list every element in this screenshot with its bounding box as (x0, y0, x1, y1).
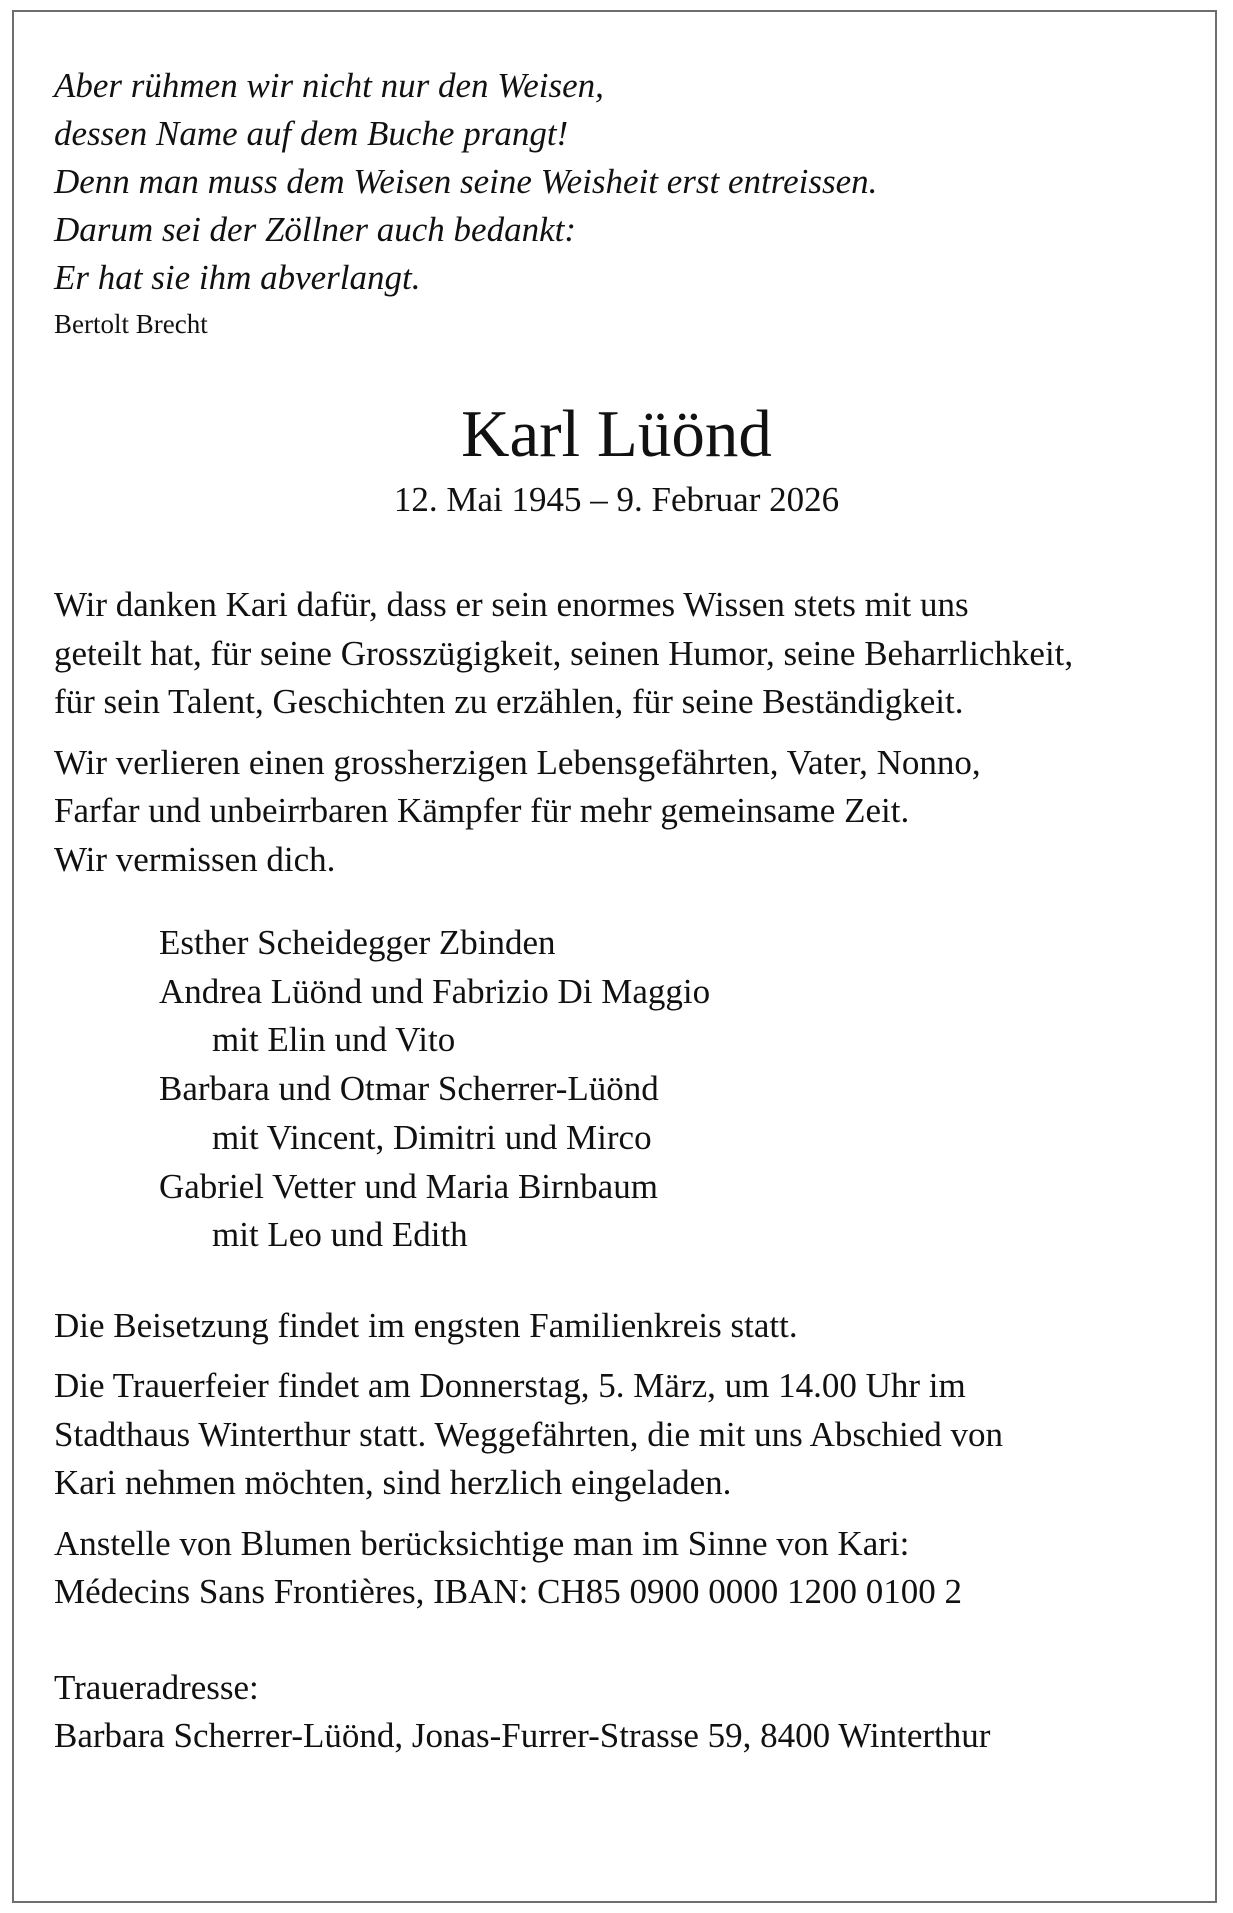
iban-line: Médecins Sans Frontières, IBAN: CH85 0900 0000 1200 0100 2 (54, 1572, 963, 1612)
poem-line: Denn man muss dem Weisen seine Weisheit erst entreissen. (54, 162, 878, 201)
text-line: Wir vermissen dich. (54, 839, 336, 879)
poem-line: Darum sei der Zöllner auch bedankt: (54, 210, 577, 249)
mourner-entry: Barbara und Otmar Scherrer-Lüönd (159, 1069, 659, 1109)
text-line: Anstelle von Blumen berücksichtige man im Sinne von Kari: (54, 1523, 910, 1563)
text-line: Die Beisetzung findet im engsten Familienkreis statt. (54, 1305, 798, 1345)
mourning-address (54, 1664, 1184, 1761)
poem-line: Aber rühmen wir nicht nur den Weisen, (54, 66, 604, 105)
mourner-children: mit Vincent, Dimitri und Mirco (212, 1117, 652, 1157)
text-line: geteilt hat, für seine Grosszügigkeit, seinen Humor, seine Beharrlichkeit, (54, 633, 1074, 673)
poem-line: Er hat sie ihm abverlangt. (54, 258, 421, 297)
text-line: Farfar und unbeirrbaren Kämpfer für mehr gemeinsame Zeit. (54, 791, 910, 830)
mourner-entry: Esther Scheidegger Zbinden (159, 923, 556, 962)
tribute-paragraph-thanks (54, 581, 1184, 727)
text-line: Die Trauerfeier findet am Donnerstag, 5. März, um 14.00 Uhr im (54, 1366, 966, 1406)
donation-notice (54, 1520, 1184, 1617)
text-line: für sein Talent, Geschichten zu erzählen, für seine Beständigkeit. (54, 682, 964, 721)
address-line: Barbara Scherrer-Lüönd, Jonas-Furrer-Strasse 59, 8400 Winterthur (54, 1716, 991, 1756)
text-line: Wir verlieren einen grossherzigen Lebensgefährten, Vater, Nonno, (54, 742, 981, 782)
deceased-name: Karl Lüönd (461, 397, 772, 471)
mourner-children: mit Leo und Edith (212, 1215, 468, 1255)
mourner-entry: Andrea Lüönd und Fabrizio Di Maggio (159, 971, 711, 1011)
poem-quote (54, 62, 1184, 302)
burial-notice (54, 1302, 1184, 1351)
text-line: Kari nehmen möchten, sind herzlich eingeladen. (54, 1463, 732, 1503)
address-label: Traueradresse: (54, 1667, 259, 1707)
mourners-list (54, 919, 1184, 1260)
text-line: Wir danken Kari dafür, dass er sein enormes Wissen stets mit uns (54, 585, 969, 624)
obituary-notice (54, 62, 1184, 1761)
tribute-paragraph-loss (54, 739, 1184, 885)
poem-line: dessen Name auf dem Buche prangt! (54, 114, 569, 153)
text-line: Stadthaus Winterthur statt. Weggefährten, die mit uns Abschied von (54, 1414, 1004, 1454)
ceremony-notice (54, 1362, 1184, 1508)
life-dates: 12. Mai 1945 – 9. Februar 2026 (393, 480, 840, 519)
mourner-entry: Gabriel Vetter und Maria Birnbaum (159, 1166, 658, 1206)
poem-author: Bertolt Brecht (54, 309, 208, 339)
mourner-children: mit Elin und Vito (212, 1020, 456, 1060)
